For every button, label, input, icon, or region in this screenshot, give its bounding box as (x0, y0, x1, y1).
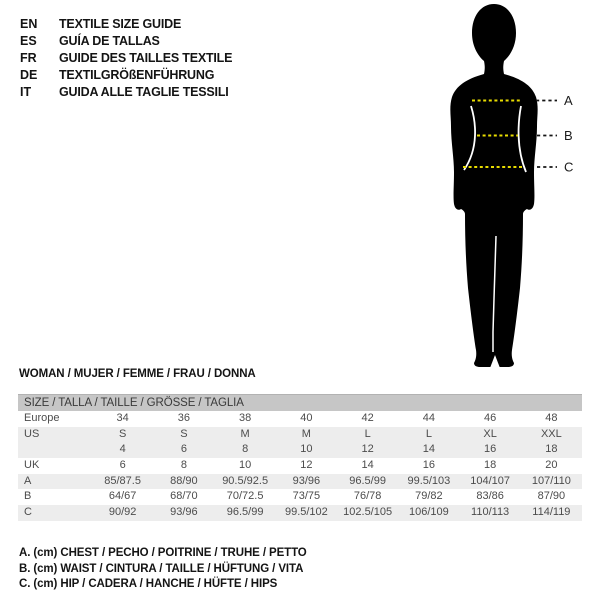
size-cell: 12 (300, 459, 313, 472)
table-row (18, 442, 582, 458)
size-cell: 12 (361, 443, 374, 456)
size-cell: 96.5/99 (349, 474, 386, 487)
size-cell: 90.5/92.5 (222, 474, 269, 487)
table-row (18, 458, 582, 474)
size-cell: 110/113 (471, 506, 510, 519)
size-cell: XXL (540, 427, 562, 440)
size-cell: 6 (119, 459, 126, 472)
row-label: C (24, 506, 32, 519)
size-cell: 46 (484, 412, 497, 424)
language-row (20, 66, 232, 83)
table-row (18, 474, 582, 490)
size-cell: 106/109 (408, 506, 449, 519)
language-title: GUÍA DE TALLAS (59, 33, 160, 48)
size-cell: 10 (239, 459, 252, 472)
size-table-body (18, 411, 582, 521)
size-cell: 42 (361, 412, 374, 424)
table-row (18, 411, 582, 427)
size-cell: 44 (422, 412, 435, 424)
language-row (20, 15, 232, 32)
language-title: GUIDA ALLE TAGLIE TESSILI (59, 84, 229, 99)
size-cell: 10 (300, 443, 313, 456)
size-cell: 114/119 (532, 506, 571, 519)
size-cell: 68/70 (170, 490, 198, 503)
size-cell: 8 (180, 459, 187, 472)
size-table-header: SIZE / TALLA / TAILLE / GRÖSSE / TAGLIA (18, 394, 582, 411)
measurement-legend (19, 546, 307, 593)
size-cell: S (180, 427, 188, 440)
size-cell: 4 (119, 443, 126, 456)
size-cell: 16 (422, 459, 435, 472)
legend-line: C. (cm) HIP / CADERA / HANCHE / HÜFTE / HIPS (19, 578, 278, 591)
size-cell: S (118, 427, 127, 440)
row-label: US (24, 427, 40, 440)
row-label: Europe (24, 412, 60, 424)
legend-line: B. (cm) WAIST / CINTURA / TAILLE / HÜFTUNG / VITA (19, 562, 304, 575)
size-cell: 85/87.5 (104, 474, 141, 487)
size-cell: 93/96 (292, 474, 321, 487)
size-cell: 107/110 (531, 474, 571, 487)
size-cell: 48 (545, 412, 558, 424)
table-row (18, 505, 582, 521)
size-cell: M (240, 427, 250, 440)
chest-label: A (564, 93, 573, 108)
size-cell: 14 (361, 459, 374, 472)
size-cell: 18 (484, 459, 497, 472)
language-row (20, 49, 232, 66)
size-cell: 18 (545, 443, 558, 456)
language-title: TEXTILGRÖßENFÜHRUNG (59, 67, 215, 82)
row-label: A (24, 474, 32, 487)
language-title: TEXTILE SIZE GUIDE (59, 16, 182, 31)
size-cell: 40 (300, 412, 313, 424)
row-label: UK (24, 459, 40, 472)
size-cell: L (425, 427, 432, 440)
language-row (20, 32, 232, 49)
size-cell: 34 (116, 412, 129, 424)
table-row (18, 489, 582, 505)
woman-silhouette-figure (430, 0, 600, 372)
legend-line: A. (cm) CHEST / PECHO / POITRINE / TRUHE / PETTO (19, 547, 307, 559)
language-title-list (20, 15, 232, 100)
size-cell: 93/96 (170, 506, 198, 519)
waist-label: B (564, 128, 573, 143)
size-cell: XL (483, 427, 497, 440)
size-table (18, 394, 582, 521)
size-cell: 70/72.5 (226, 490, 264, 503)
size-cell: 38 (239, 412, 252, 424)
table-row (18, 427, 582, 443)
size-cell: 99.5/102 (284, 506, 328, 519)
size-cell: 20 (545, 459, 558, 472)
size-cell: 14 (422, 443, 435, 456)
size-cell: L (364, 427, 371, 440)
size-cell: 102.5/105 (343, 506, 393, 519)
size-cell: 87/90 (537, 490, 566, 503)
size-cell: 64/67 (108, 490, 137, 503)
size-cell: M (301, 427, 311, 440)
size-cell: 88/90 (170, 474, 198, 487)
size-cell: 96.5/99 (226, 506, 264, 519)
hip-label: C (564, 159, 574, 175)
language-code: FR (20, 50, 37, 65)
size-cell: 104/107 (470, 474, 510, 487)
size-cell: 8 (242, 443, 249, 456)
language-code: ES (20, 33, 37, 48)
size-cell: 99.5/103 (407, 474, 451, 487)
size-cell: 73/75 (292, 490, 321, 503)
language-row (20, 83, 232, 100)
section-title: WOMAN / MUJER / FEMME / FRAU / DONNA (19, 368, 256, 380)
language-title: GUIDE DES TAILLES TEXTILE (59, 50, 233, 65)
size-cell: 83/86 (476, 490, 504, 503)
size-cell: 79/82 (415, 490, 443, 503)
silhouette-svg (430, 0, 600, 372)
size-cell: 36 (177, 412, 190, 424)
size-cell: 90/92 (108, 506, 137, 519)
language-code: IT (20, 84, 32, 99)
size-cell: 16 (484, 443, 497, 456)
size-cell: 76/78 (353, 490, 382, 503)
size-cell: 6 (180, 443, 187, 456)
language-code: DE (20, 67, 38, 82)
language-code: EN (20, 16, 38, 31)
row-label (18, 442, 92, 458)
row-label: B (24, 490, 32, 503)
